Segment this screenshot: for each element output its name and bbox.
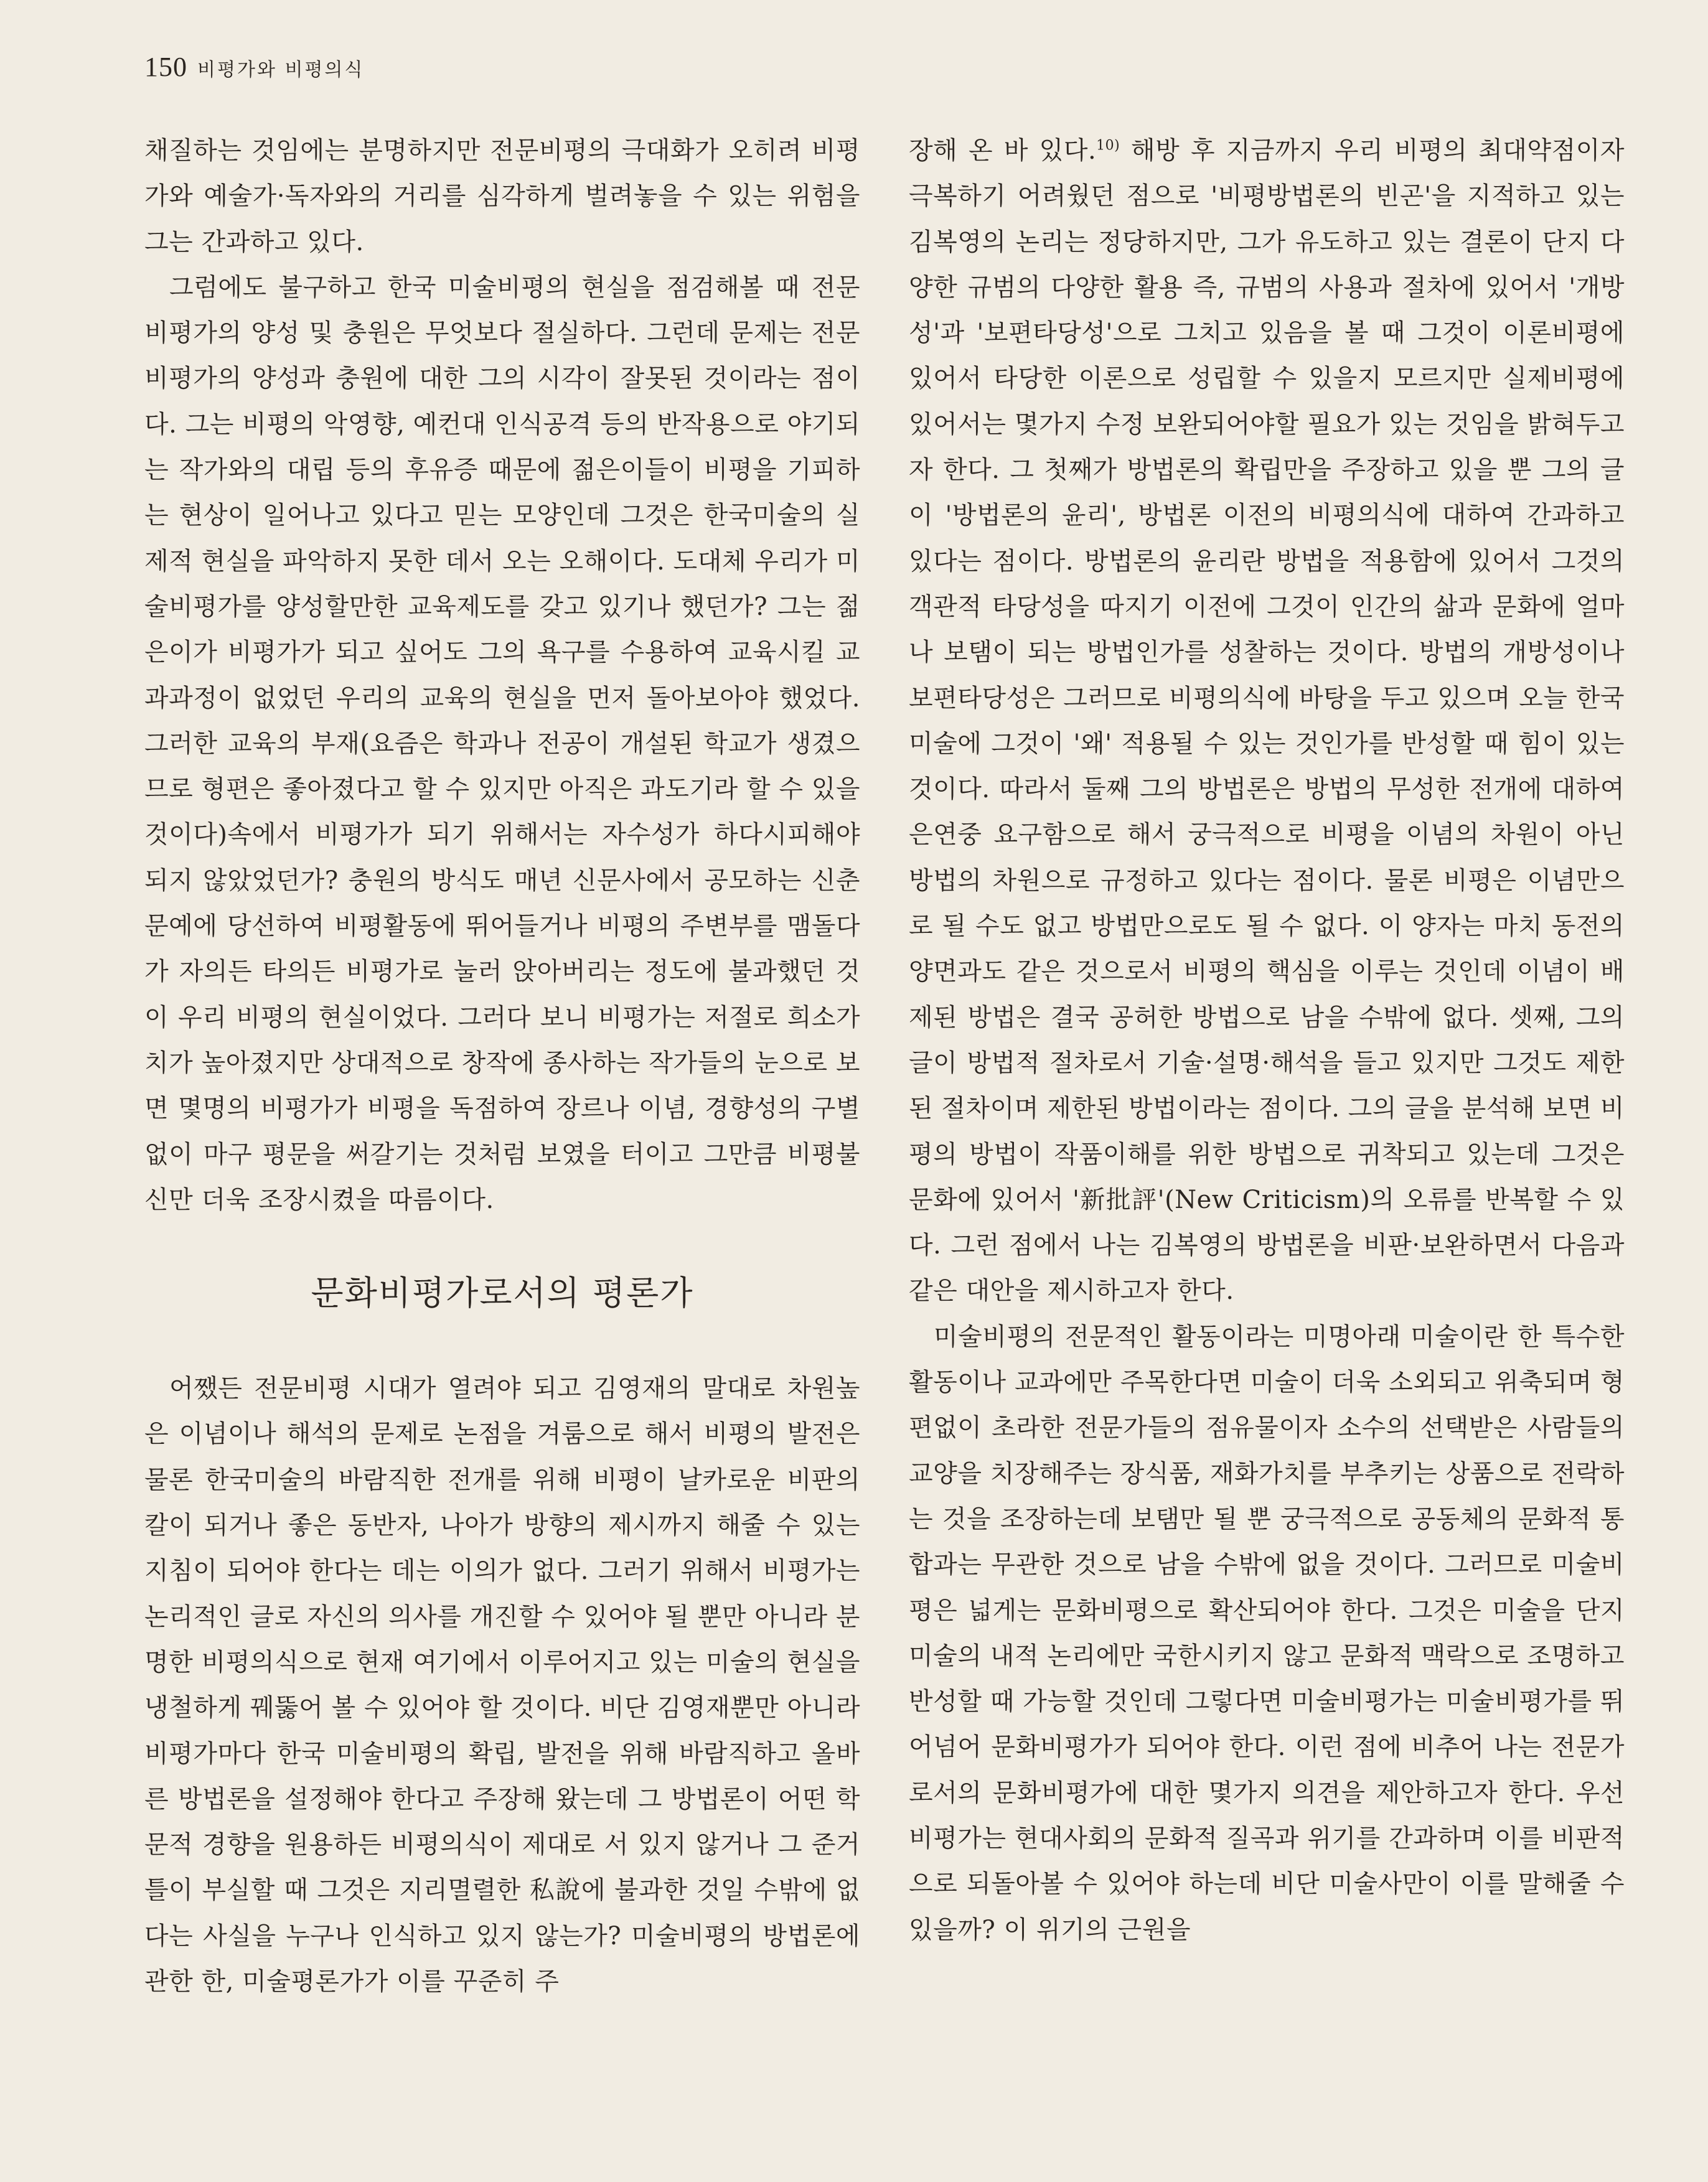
page-header — [144, 51, 364, 83]
paragraph-text: 해방 후 지금까지 우리 비평의 최대약점이자 극복하기 어려웠던 점으로 '비평방법론의 빈곤'을 지적하고 있는 김복영의 논리는 정당하지만, 그가 유도하고 있는 결론이 단지 다양한 규범의 다양한 활용 즉, 규범의 사용과 절차에 있어서 '개방성'과 '보편타당성'으로 그치고 있음을 볼 때 그것이 이론비평에 있어서 타당한 이론으로 성립할 수 있을지 모르지만 실제비평에 있어서는 몇가지 수정 보완되어야할 필요가 있는 것임을 밝혀두고자 한다. 그 첫째가 방법론의 확립만을 주장하고 있을 뿐 그의 글이 '방법론의 윤리', 방법론 이전의 비평의식에 대하여 간과하고 있다는 점이다. 방법론의 윤리란 방법을 적용함에 있어서 그것의 객관적 타당성을 따지기 이전에 그것이 인간의 삶과 문화에 얼마나 보탬이 되는 방법인가를 성찰하는 것이다. 방법의 개방성이나 보편타당성은 그러므로 비평의식에 바탕을 두고 있으며 오늘 한국미술에 그것이 '왜' 적용될 수 있는 것인가를 반성할 때 힘이 있는 것이다. 따라서 둘째 그의 방법론은 방법의 무성한 전개에 대하여 은연중 요구함으로 해서 궁극적으로 비평을 이념의 차원이 아닌 방법의 차원으로 규정하고 있다는 점이다. 물론 비평은 이념만으로 될 수도 없고 방법만으로도 될 수 없다. 이 양자는 마치 동전의 양면과도 같은 것으로서 비평의 핵심을 이루는 것인데 이념이 배제된 방법은 결국 공허한 방법으로 남을 수밖에 없다. 셋째, 그의 글이 방법적 절차로서 기술·설명·해석을 들고 있지만 그것도 제한된 절차이며 제한된 방법이라는 점이다. 그의 글을 분석해 보면 비평의 방법이 작품이해를 위한 방법으로 귀착되고 있는데 그것은 문화에 있어서 '新批評'(New Criticism)의 오류를 반복할 수 있다. 그런 점에서 나는 김복영의 방법론을 비판·보완하면서 다음과 같은 대안을 제시하고자 한다. — [909, 136, 1625, 1306]
section-heading: 문화비평가로서의 평론가 — [311, 1273, 694, 1313]
paragraph: 미술비평의 전문적인 활동이라는 미명아래 미술이란 한 특수한 활동이나 교과에만 주목한다면 미술이 더욱 소외되고 위축되며 형편없이 초라한 전문가들의 점유물이자 소수의 선택받은 사람들의 교양을 치장해주는 장식품, 재화가치를 부추키는 상품으로 전락하는 것을 조장하는데 보탬만 될 뿐 궁극적으로 공동체의 문화적 통합과는 무관한 것으로 남을 수밖에 없을 것이다. 그러므로 미술비평은 넓게는 문화비평으로 확산되어야 한다. 그것은 미술을 단지 미술의 내적 논리에만 국한시키지 않고 문화적 맥락으로 조명하고 반성할 때 가능할 것인데 그렇다면 미술비평가는 미술비평가를 뛰어넘어 문화비평가가 되어야 한다. 이런 점에 비추어 나는 전문가로서의 문화비평가에 대한 몇가지 의견을 제안하고자 한다. 우선 비평가는 현대사회의 문화적 질곡과 위기를 간과하며 이를 비판적으로 되돌아볼 수 있어야 하는데 비단 미술사만이 이를 말해줄 수 있을까? 이 위기의 근원을 — [909, 1322, 1625, 1944]
page-number: 150 — [144, 52, 187, 82]
running-title: 비평가와 비평의식 — [197, 59, 365, 81]
paragraph-text: 장해 온 바 있다. — [909, 136, 1097, 165]
left-column — [144, 128, 860, 2005]
paragraph-continued — [909, 128, 1625, 1314]
paragraph-continued: 채질하는 것임에는 분명하지만 전문비평의 극대화가 오히려 비평가와 예술가·독자와의 거리를 심각하게 벌려놓을 수 있는 위험을 그는 간과하고 있다. — [144, 136, 860, 256]
paragraph: 그럼에도 불구하고 한국 미술비평의 현실을 점검해볼 때 전문비평가의 양성 및 충원은 무엇보다 절실하다. 그런데 문제는 전문비평가의 양성과 충원에 대한 그의 시각이 잘못된 것이라는 점이다. 그는 비평의 악영향, 예컨대 인식공격 등의 반작용으로 야기되는 작가와의 대립 등의 후유증 때문에 젊은이들이 비평을 기피하는 현상이 일어나고 있다고 믿는 모양인데 그것은 한국미술의 실제적 현실을 파악하지 못한 데서 오는 오해이다. 도대체 우리가 미술비평가를 양성할만한 교육제도를 갖고 있기나 했던가? 그는 젊은이가 비평가가 되고 싶어도 그의 욕구를 수용하여 교육시킬 교과과정이 없었던 우리의 교육의 현실을 먼저 돌아보아야 했었다. 그러한 교육의 부재(요즘은 학과나 전공이 개설된 학교가 생겼으므로 형편은 좋아졌다고 할 수 있지만 아직은 과도기라 할 수 있을 것이다)속에서 비평가가 되기 위해서는 자수성가 하다시피해야 되지 않았었던가? 충원의 방식도 매년 신문사에서 공모하는 신춘문예에 당선하여 비평활동에 뛰어들거나 비평의 주변부를 맴돌다가 자의든 타의든 비평가로 눌러 앉아버리는 정도에 불과했던 것이 우리 비평의 현실이었다. 그러다 보니 비평가는 저절로 희소가치가 높아졌지만 상대적으로 창작에 종사하는 작가들의 눈으로 보면 몇명의 비평가가 비평을 독점하여 장르나 이념, 경향성의 구별없이 마구 평문을 써갈기는 것처럼 보였을 터이고 그만큼 비평불신만 더욱 조장시켰을 따름이다. — [144, 273, 860, 1214]
right-column — [909, 128, 1625, 1953]
paragraph: 어쨌든 전문비평 시대가 열려야 되고 김영재의 말대로 차원높은 이념이나 해석의 문제로 논점을 겨룸으로 해서 비평의 발전은 물론 한국미술의 바람직한 전개를 위해 비평이 날카로운 비판의 칼이 되거나 좋은 동반자, 나아가 방향의 제시까지 해줄 수 있는 지침이 되어야 한다는 데는 이의가 없다. 그러기 위해서 비평가는 논리적인 글로 자신의 의사를 개진할 수 있어야 될 뿐만 아니라 분명한 비평의식으로 현재 여기에서 이루어지고 있는 미술의 현실을 냉철하게 꿰뚫어 볼 수 있어야 할 것이다. 비단 김영재뿐만 아니라 비평가마다 한국 미술비평의 확립, 발전을 위해 바람직하고 올바른 방법론을 설정해야 한다고 주장해 왔는데 그 방법론이 어떤 학문적 경향을 원용하든 비평의식이 제대로 서 있지 않거나 그 준거틀이 부실할 때 그것은 지리멸렬한 私說에 불과한 것일 수밖에 없다는 사실을 누구나 인식하고 있지 않는가? 미술비평의 방법론에 관한 한, 미술평론가가 이를 꾸준히 주 — [144, 1374, 860, 1996]
footnote-marker: 10) — [1096, 138, 1120, 154]
